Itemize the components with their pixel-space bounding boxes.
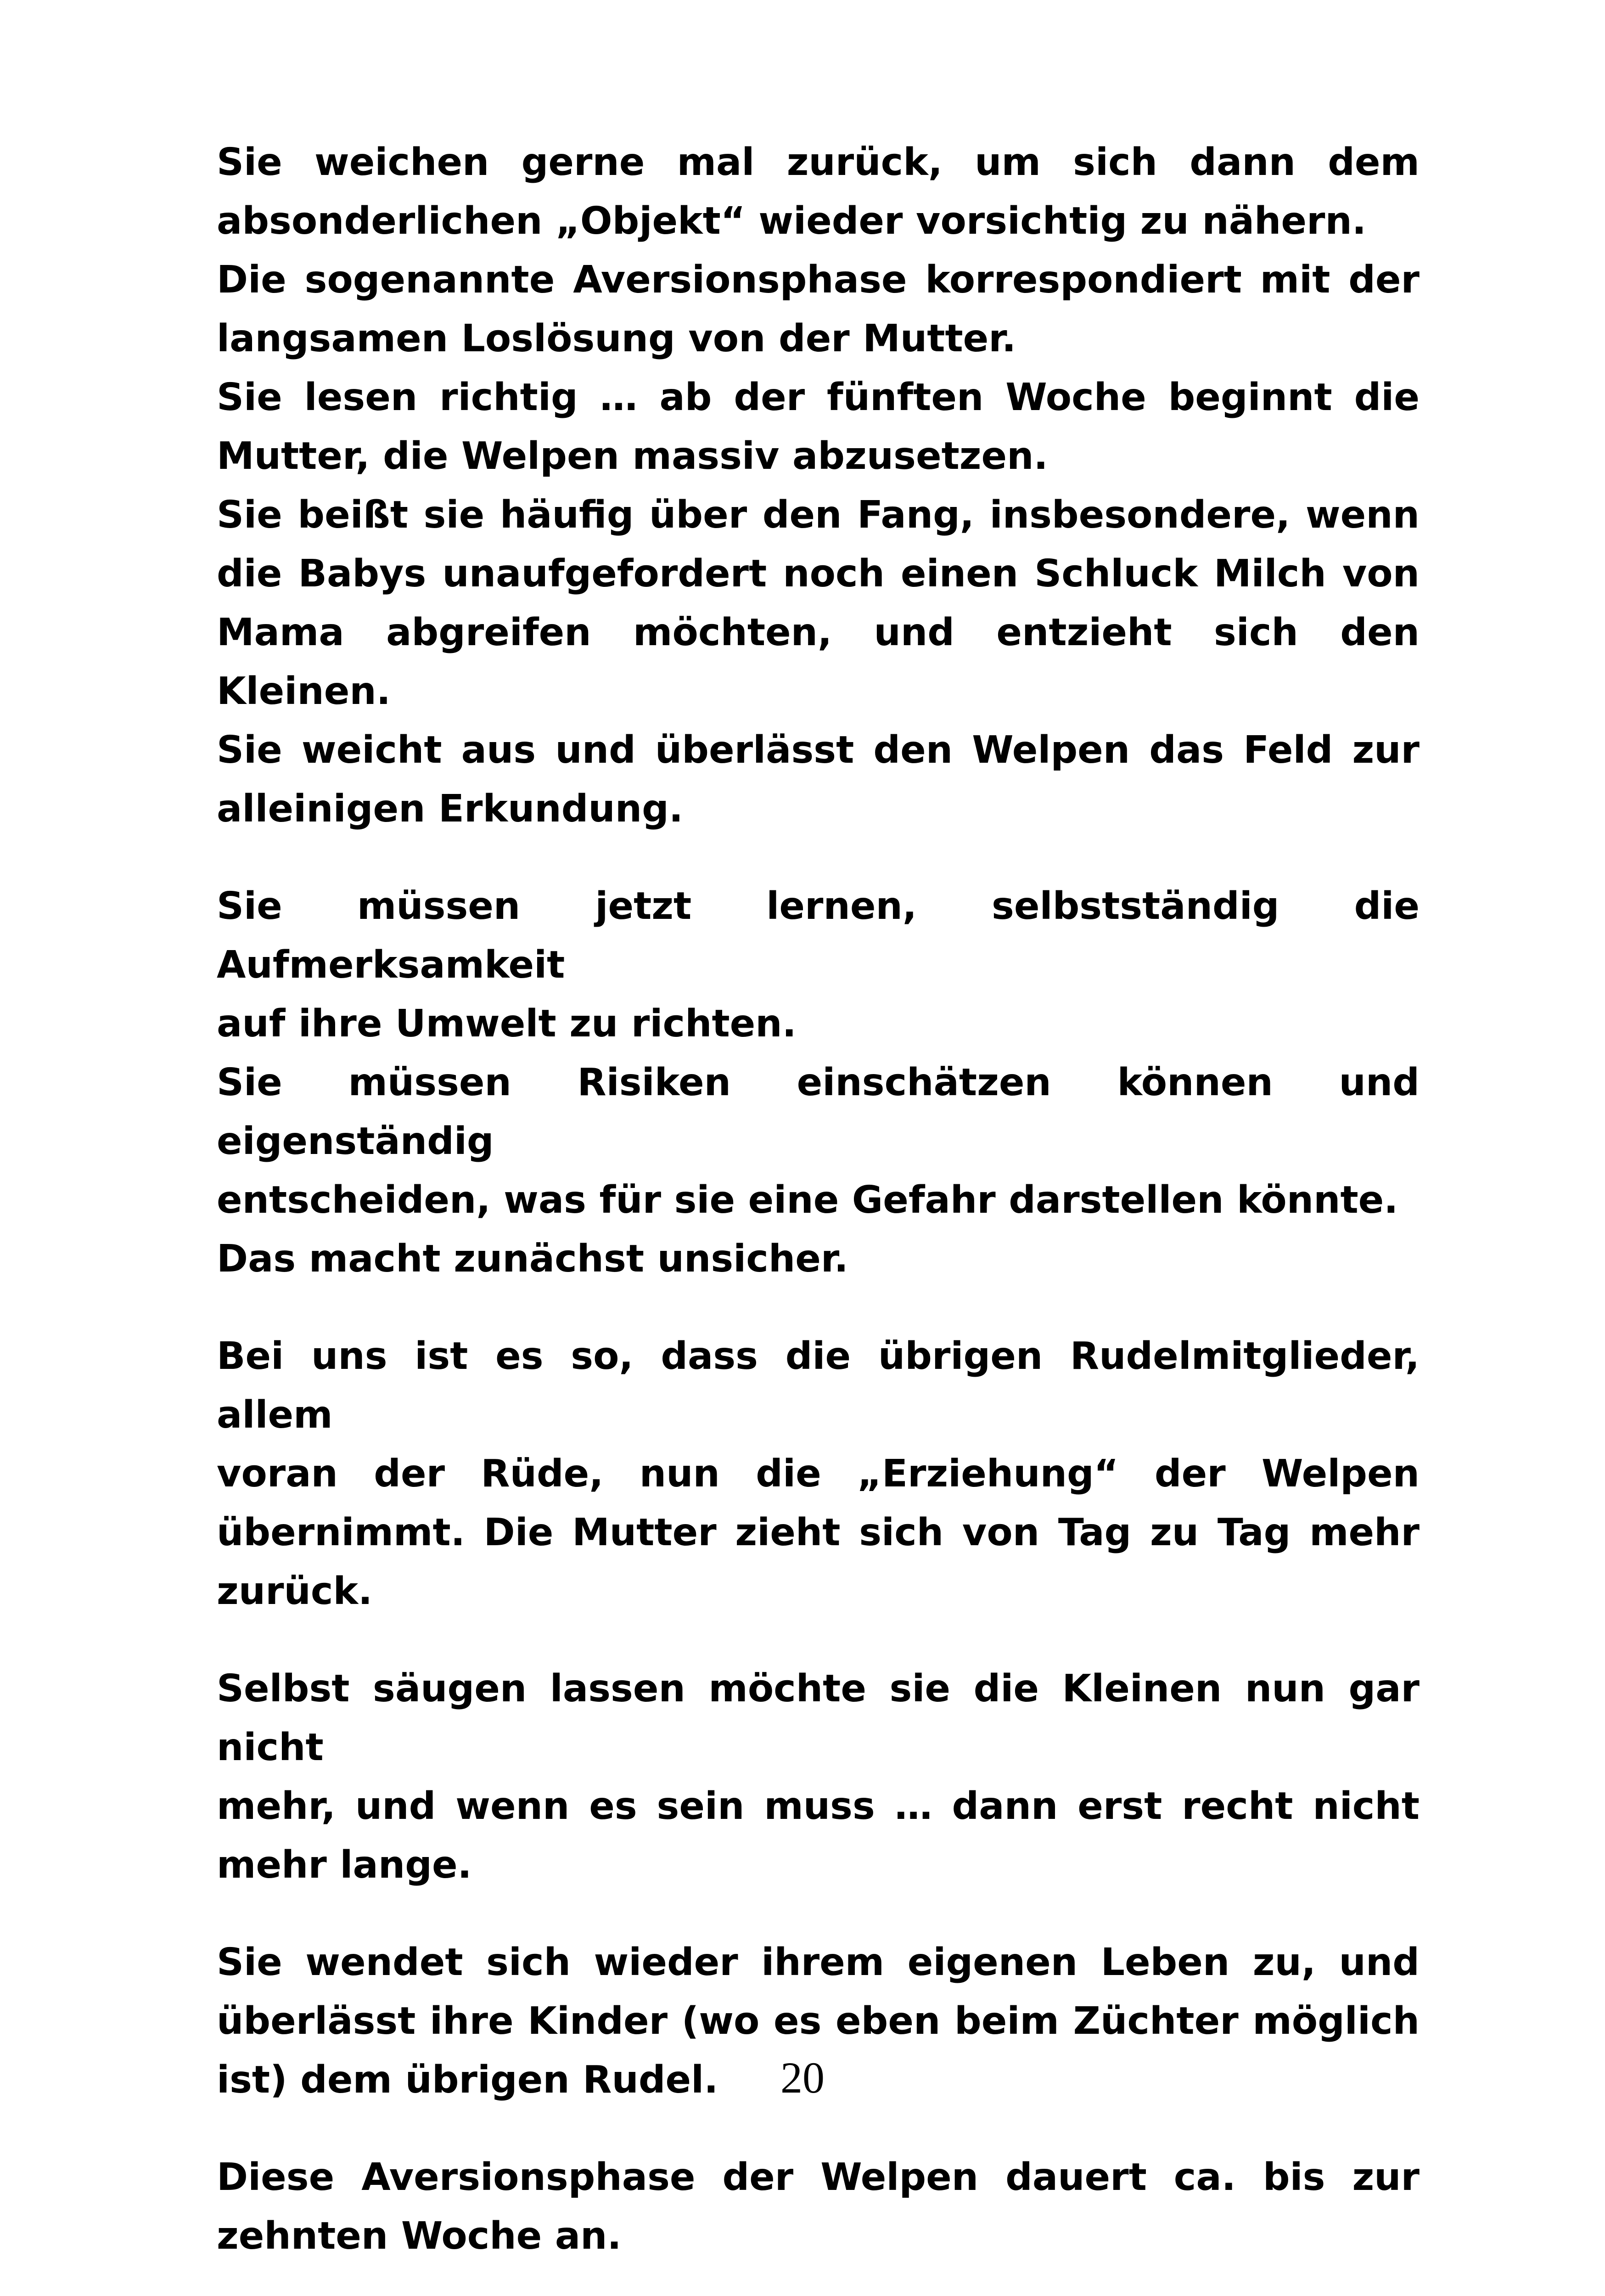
- text-line: langsamen Loslösung von der Mutter.: [217, 317, 1016, 360]
- paragraph-3: [217, 1327, 1420, 1621]
- text-line: zehnten Woche an.: [217, 2214, 622, 2258]
- text-line: Sie weicht aus und überlässt den Welpen das Feld zur: [217, 728, 1420, 772]
- paragraph-4: [217, 1660, 1420, 1895]
- paragraph-1: [217, 133, 1420, 838]
- text-line: Sie weichen gerne mal zurück, um sich dann dem: [217, 141, 1420, 184]
- text-line: entscheiden, was für sie eine Gefahr darstellen könnte.: [217, 1178, 1398, 1222]
- page-number: 20: [780, 2053, 825, 2102]
- text-line: mehr, und wenn es sein muss … dann erst recht nicht: [217, 1784, 1420, 1828]
- text-line: Selbst säugen lassen möchte sie die Kleinen nun gar nicht: [217, 1667, 1420, 1769]
- text-line: Das macht zunächst unsicher.: [217, 1237, 848, 1281]
- text-line: Sie müssen jetzt lernen, selbstständig die Aufmerksamkeit: [217, 884, 1420, 987]
- text-line: übernimmt. Die Mutter zieht sich von Tag zu Tag mehr: [217, 1511, 1420, 1554]
- body-text: [217, 133, 1420, 2296]
- text-line: auf ihre Umwelt zu richten.: [217, 1002, 797, 1046]
- text-line: Die sogenannte Aversionsphase korrespondiert mit der: [217, 258, 1420, 302]
- text-line: Sie müssen Risiken einschätzen können und eigenständig: [217, 1061, 1420, 1163]
- text-line: alleinigen Erkundung.: [217, 787, 684, 831]
- text-line: absonderlichen „Objekt“ wieder vorsichtig zu nähern.: [217, 199, 1367, 243]
- text-line: Sie lesen richtig … ab der fünften Woche beginnt die: [217, 376, 1420, 419]
- text-line: voran der Rüde, nun die „Erziehung“ der Welpen: [217, 1452, 1420, 1496]
- text-line: Bei uns ist es so, dass die übrigen Rudelmitglieder, allem: [217, 1334, 1420, 1437]
- text-line: überlässt ihre Kinder (wo es eben beim Züchter möglich: [217, 1999, 1420, 2043]
- text-line: Mutter, die Welpen massiv abzusetzen.: [217, 434, 1048, 478]
- text-line: zurück.: [217, 1570, 373, 1613]
- paragraph-6: [217, 2148, 1420, 2266]
- text-line: Mama abgreifen möchten, und entzieht sich den Kleinen.: [217, 611, 1420, 713]
- text-line: die Babys unaufgefordert noch einen Schluck Milch von: [217, 552, 1420, 596]
- text-line: Sie wendet sich wieder ihrem eigenen Leben zu, und: [217, 1941, 1420, 1984]
- text-line: Sie beißt sie häufig über den Fang, insbesondere, wenn: [217, 493, 1420, 537]
- text-line: Diese Aversionsphase der Welpen dauert ca. bis zur: [217, 2155, 1420, 2199]
- paragraph-2: [217, 877, 1420, 1289]
- text-line: mehr lange.: [217, 1843, 472, 1887]
- text-line: ist) dem übrigen Rudel.: [217, 2058, 718, 2102]
